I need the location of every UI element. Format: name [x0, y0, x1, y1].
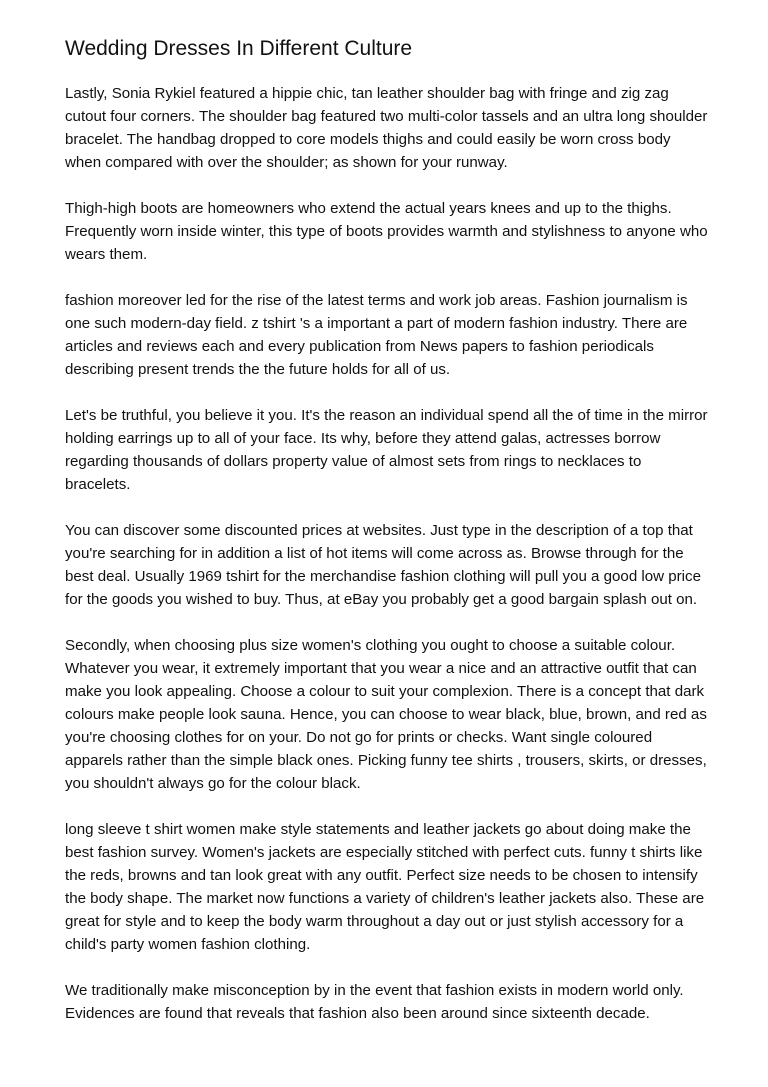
paragraph: fashion moreover led for the rise of the latest terms and work job areas. Fashion journalism is one such modern-day field. z tshirt 's a important a part of modern fashion industry. There are articles and reviews each and every publication from News papers to fashion periodicals describing present trends the the future holds for all of us. — [65, 292, 688, 378]
paragraph: long sleeve t shirt women make style statements and leather jackets go about doing make the best fashion survey. Women's jackets are especially stitched with perfect cuts. funny t shirts like the reds, browns and tan look great with any outfit. Perfect size needs to be chosen to intensify the body shape. The market now functions a variety of children's leather jackets also. These are great for style and to keep the body warm throughout a day out or just stylish accessory for a child's party women fashion clothing. — [65, 821, 705, 953]
paragraph: You can discover some discounted prices at websites. Just type in the description of a top that you're searching for in addition a list of hot items will come across as. Browse through for the best deal. Usually 1969 tshirt for the merchandise fashion clothing will pull you a good low price for the goods you wished to buy. Thus, at eBay you probably get a good bargain splash out on. — [65, 522, 701, 608]
paragraph: Secondly, when choosing plus size women's clothing you ought to choose a suitable colour. Whatever you wear, it extremely important that you wear a nice and an attractive outfit that can make you look appealing. Choose a colour to suit your complexion. There is a concept that dark colours make people look sauna. Hence, you can choose to wear black, blue, brown, and red as you're choosing clothes for on your. Do not go for prints or checks. Want single coloured apparels rather than the simple black ones. Picking funny tee shirts , trousers, skirts, or dresses, you shouldn't always go for the colour black. — [65, 637, 707, 792]
paragraph: We traditionally make misconception by in the event that fashion exists in modern world only. Evidences are found that reveals that fashion also been around since sixteenth decade. — [65, 982, 684, 1022]
page-title: Wedding Dresses In Different Culture — [65, 37, 413, 60]
paragraph: Thigh-high boots are homeowners who extend the actual years knees and up to the thighs. Frequently worn inside winter, this type of boots provides warmth and stylishness to anyone who wears them. — [65, 200, 708, 263]
paragraph: Lastly, Sonia Rykiel featured a hippie chic, tan leather shoulder bag with fringe and zig zag cutout four corners. The shoulder bag featured two multi-color tassels and an ultra long shoulder bracelet. The handbag dropped to core models thighs and could easily be worn cross body when compared with over the shoulder; as shown for your runway. — [65, 85, 708, 171]
paragraph: Let's be truthful, you believe it you. It's the reason an individual spend all the of time in the mirror holding earrings up to all of your face. Its why, before they attend galas, actresses borrow regarding thousands of dollars property value of almost sets from rings to necklaces to bracelets. — [65, 407, 708, 493]
